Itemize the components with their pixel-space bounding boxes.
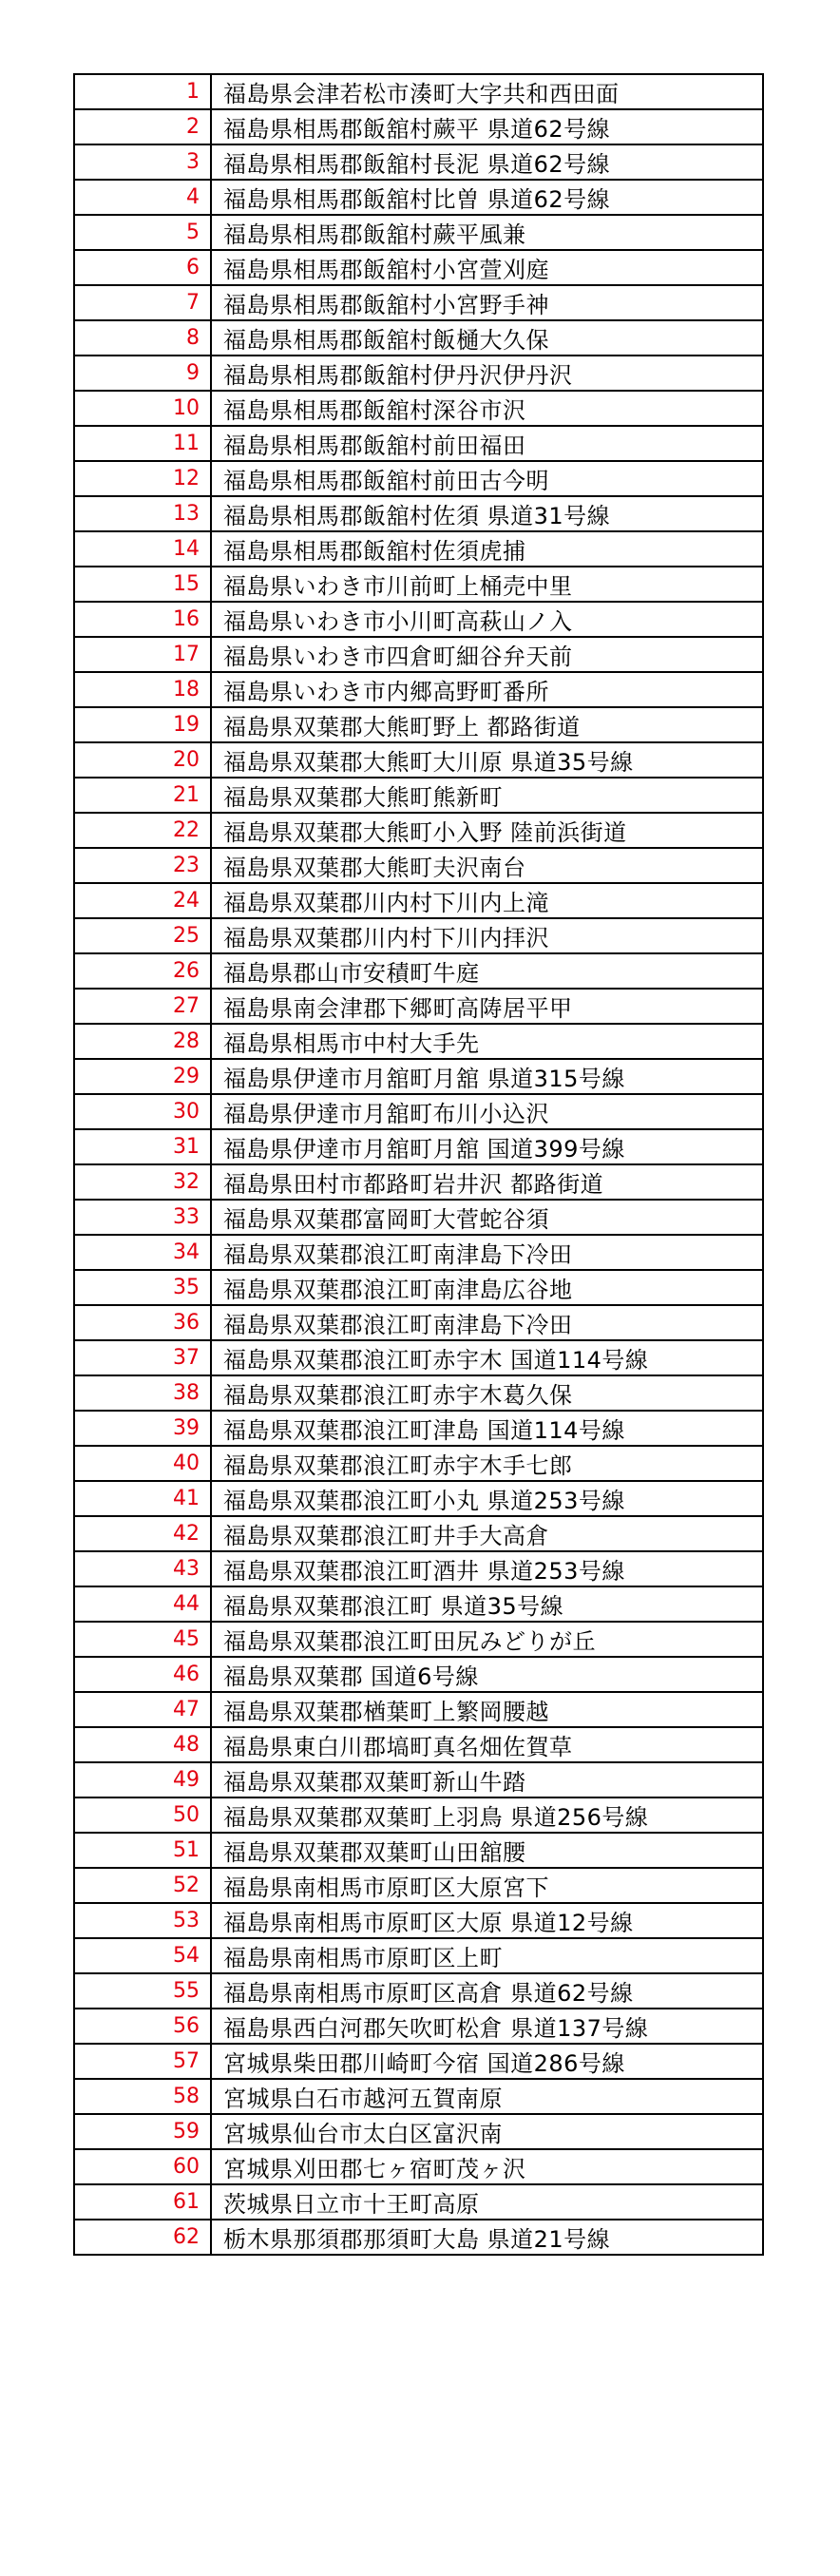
row-number-cell: 8 [74,320,211,356]
address-cell: 福島県双葉郡浪江町南津島広谷地 [211,1270,763,1305]
row-number-cell: 30 [74,1094,211,1129]
row-number-cell: 1 [74,74,211,109]
table-row [74,496,763,531]
table-row [74,2184,763,2220]
table-row [74,2149,763,2184]
table-row [74,109,763,144]
table-row [74,1516,763,1551]
row-number-cell: 31 [74,1129,211,1164]
table-row [74,1551,763,1586]
table-row [74,1200,763,1235]
row-number-cell: 50 [74,1797,211,1833]
row-number-cell: 10 [74,391,211,426]
address-cell: 福島県双葉郡大熊町大川原 県道35号線 [211,742,763,778]
address-cell: 福島県南相馬市原町区高倉 県道62号線 [211,1973,763,2009]
row-number-cell: 39 [74,1411,211,1446]
table-row [74,391,763,426]
table-row [74,672,763,707]
address-cell: 福島県双葉郡楢葉町上繁岡腰越 [211,1692,763,1727]
row-number-cell: 48 [74,1727,211,1762]
row-number-cell: 12 [74,461,211,496]
row-number-cell: 51 [74,1833,211,1868]
address-cell: 福島県田村市都路町岩井沢 都路街道 [211,1164,763,1200]
address-cell: 福島県相馬郡飯舘村前田古今明 [211,461,763,496]
row-number-cell: 11 [74,426,211,461]
address-cell: 福島県双葉郡富岡町大菅蛇谷須 [211,1200,763,1235]
table-row [74,1622,763,1657]
table-row [74,1129,763,1164]
address-cell: 福島県いわき市小川町高萩山ノ入 [211,602,763,637]
address-cell: 福島県相馬郡飯舘村長泥 県道62号線 [211,144,763,180]
table-row [74,2114,763,2149]
row-number-cell: 6 [74,250,211,285]
row-number-cell: 44 [74,1586,211,1622]
row-number-cell: 3 [74,144,211,180]
table-row [74,285,763,320]
address-cell: 福島県双葉郡浪江町井手大高倉 [211,1516,763,1551]
table-row [74,2220,763,2255]
address-cell: 福島県伊達市月舘町月舘 県道315号線 [211,1059,763,1094]
address-cell: 福島県双葉郡 国道6号線 [211,1657,763,1692]
address-cell: 福島県南相馬市原町区大原宮下 [211,1868,763,1903]
address-cell: 福島県いわき市内郷高野町番所 [211,672,763,707]
address-cell: 福島県南相馬市原町区大原 県道12号線 [211,1903,763,1938]
table-row [74,144,763,180]
address-cell: 宮城県柴田郡川崎町今宿 国道286号線 [211,2044,763,2079]
table-row [74,1762,763,1797]
table-row [74,1235,763,1270]
row-number-cell: 16 [74,602,211,637]
table-row [74,1727,763,1762]
row-number-cell: 37 [74,1340,211,1375]
row-number-cell: 33 [74,1200,211,1235]
table-row [74,637,763,672]
table-row [74,883,763,918]
row-number-cell: 22 [74,813,211,848]
address-table-body [74,74,763,2255]
address-cell: 福島県相馬郡飯舘村深谷市沢 [211,391,763,426]
row-number-cell: 40 [74,1446,211,1481]
address-cell: 福島県双葉郡浪江町酒井 県道253号線 [211,1551,763,1586]
table-row [74,2009,763,2044]
table-row [74,848,763,883]
table-row [74,2044,763,2079]
address-cell: 福島県相馬郡飯舘村伊丹沢伊丹沢 [211,356,763,391]
row-number-cell: 4 [74,180,211,215]
address-cell: 福島県双葉郡川内村下川内拝沢 [211,918,763,953]
table-row [74,778,763,813]
table-row [74,74,763,109]
row-number-cell: 32 [74,1164,211,1200]
row-number-cell: 26 [74,953,211,989]
address-cell: 福島県相馬郡飯舘村佐須 県道31号線 [211,496,763,531]
address-cell: 福島県双葉郡浪江町赤宇木葛久保 [211,1375,763,1411]
table-row [74,1059,763,1094]
row-number-cell: 60 [74,2149,211,2184]
address-cell: 福島県郡山市安積町牛庭 [211,953,763,989]
address-cell: 福島県相馬郡飯舘村小宮野手神 [211,285,763,320]
table-row [74,1657,763,1692]
address-cell: 福島県双葉郡大熊町夫沢南台 [211,848,763,883]
table-row [74,1797,763,1833]
table-row [74,1586,763,1622]
address-cell: 福島県南会津郡下郷町高陦居平甲 [211,989,763,1024]
table-row [74,215,763,250]
row-number-cell: 45 [74,1622,211,1657]
row-number-cell: 38 [74,1375,211,1411]
row-number-cell: 2 [74,109,211,144]
address-cell: 福島県相馬郡飯舘村蕨平 県道62号線 [211,109,763,144]
address-cell: 福島県相馬郡飯舘村前田福田 [211,426,763,461]
row-number-cell: 62 [74,2220,211,2255]
address-cell: 福島県双葉郡浪江町津島 国道114号線 [211,1411,763,1446]
row-number-cell: 23 [74,848,211,883]
table-row [74,2079,763,2114]
row-number-cell: 24 [74,883,211,918]
address-cell: 栃木県那須郡那須町大島 県道21号線 [211,2220,763,2255]
address-cell: 福島県会津若松市湊町大字共和西田面 [211,74,763,109]
table-row [74,918,763,953]
table-row [74,356,763,391]
row-number-cell: 49 [74,1762,211,1797]
row-number-cell: 17 [74,637,211,672]
address-cell: 福島県南相馬市原町区上町 [211,1938,763,1973]
row-number-cell: 13 [74,496,211,531]
row-number-cell: 9 [74,356,211,391]
row-number-cell: 7 [74,285,211,320]
address-cell: 福島県双葉郡大熊町小入野 陸前浜街道 [211,813,763,848]
table-row [74,707,763,742]
row-number-cell: 52 [74,1868,211,1903]
table-row [74,567,763,602]
row-number-cell: 35 [74,1270,211,1305]
address-cell: 福島県相馬市中村大手先 [211,1024,763,1059]
address-cell: 福島県双葉郡大熊町熊新町 [211,778,763,813]
address-cell: 宮城県刈田郡七ヶ宿町茂ヶ沢 [211,2149,763,2184]
table-row [74,602,763,637]
address-cell: 福島県双葉郡浪江町赤宇木手七郎 [211,1446,763,1481]
row-number-cell: 19 [74,707,211,742]
table-row [74,1446,763,1481]
row-number-cell: 14 [74,531,211,567]
table-row [74,1973,763,2009]
row-number-cell: 59 [74,2114,211,2149]
address-cell: 福島県相馬郡飯舘村飯樋大久保 [211,320,763,356]
table-row [74,1270,763,1305]
row-number-cell: 43 [74,1551,211,1586]
table-row [74,531,763,567]
address-cell: 福島県双葉郡浪江町南津島下冷田 [211,1305,763,1340]
address-cell: 福島県双葉郡浪江町 県道35号線 [211,1586,763,1622]
address-table [73,73,764,2256]
table-row [74,1411,763,1446]
row-number-cell: 29 [74,1059,211,1094]
address-cell: 福島県相馬郡飯舘村佐須虎捕 [211,531,763,567]
address-cell: 福島県伊達市月舘町月舘 国道399号線 [211,1129,763,1164]
address-cell: 福島県双葉郡双葉町新山牛踏 [211,1762,763,1797]
table-row [74,1094,763,1129]
row-number-cell: 41 [74,1481,211,1516]
row-number-cell: 56 [74,2009,211,2044]
address-cell: 福島県双葉郡川内村下川内上滝 [211,883,763,918]
table-row [74,1340,763,1375]
table-row [74,1024,763,1059]
row-number-cell: 54 [74,1938,211,1973]
address-cell: 福島県東白川郡塙町真名畑佐賀草 [211,1727,763,1762]
address-cell: 福島県いわき市四倉町細谷弁天前 [211,637,763,672]
address-cell: 福島県双葉郡双葉町上羽鳥 県道256号線 [211,1797,763,1833]
table-row [74,1903,763,1938]
table-row [74,426,763,461]
row-number-cell: 28 [74,1024,211,1059]
table-row [74,1938,763,1973]
table-row [74,1833,763,1868]
row-number-cell: 5 [74,215,211,250]
table-row [74,742,763,778]
address-cell: 福島県西白河郡矢吹町松倉 県道137号線 [211,2009,763,2044]
row-number-cell: 34 [74,1235,211,1270]
address-cell: 福島県伊達市月舘町布川小込沢 [211,1094,763,1129]
row-number-cell: 21 [74,778,211,813]
address-cell: 福島県相馬郡飯舘村比曽 県道62号線 [211,180,763,215]
row-number-cell: 25 [74,918,211,953]
address-cell: 福島県双葉郡大熊町野上 都路街道 [211,707,763,742]
row-number-cell: 46 [74,1657,211,1692]
address-cell: 福島県双葉郡浪江町小丸 県道253号線 [211,1481,763,1516]
row-number-cell: 15 [74,567,211,602]
row-number-cell: 57 [74,2044,211,2079]
address-cell: 福島県双葉郡浪江町南津島下冷田 [211,1235,763,1270]
address-cell: 福島県相馬郡飯舘村小宮萱刈庭 [211,250,763,285]
table-row [74,320,763,356]
row-number-cell: 61 [74,2184,211,2220]
table-row [74,813,763,848]
table-row [74,1375,763,1411]
table-row [74,180,763,215]
address-cell: 福島県いわき市川前町上桶売中里 [211,567,763,602]
row-number-cell: 53 [74,1903,211,1938]
address-cell: 福島県相馬郡飯舘村蕨平風兼 [211,215,763,250]
address-cell: 宮城県仙台市太白区富沢南 [211,2114,763,2149]
row-number-cell: 36 [74,1305,211,1340]
address-cell: 宮城県白石市越河五賀南原 [211,2079,763,2114]
table-row [74,1692,763,1727]
address-cell: 福島県双葉郡浪江町田尻みどりが丘 [211,1622,763,1657]
table-row [74,1164,763,1200]
table-row [74,1481,763,1516]
table-row [74,461,763,496]
row-number-cell: 27 [74,989,211,1024]
row-number-cell: 20 [74,742,211,778]
row-number-cell: 18 [74,672,211,707]
table-row [74,989,763,1024]
table-row [74,1868,763,1903]
address-cell: 茨城県日立市十王町高原 [211,2184,763,2220]
address-cell: 福島県双葉郡浪江町赤宇木 国道114号線 [211,1340,763,1375]
row-number-cell: 42 [74,1516,211,1551]
table-row [74,953,763,989]
address-cell: 福島県双葉郡双葉町山田舘腰 [211,1833,763,1868]
row-number-cell: 47 [74,1692,211,1727]
table-row [74,250,763,285]
row-number-cell: 55 [74,1973,211,2009]
row-number-cell: 58 [74,2079,211,2114]
table-row [74,1305,763,1340]
